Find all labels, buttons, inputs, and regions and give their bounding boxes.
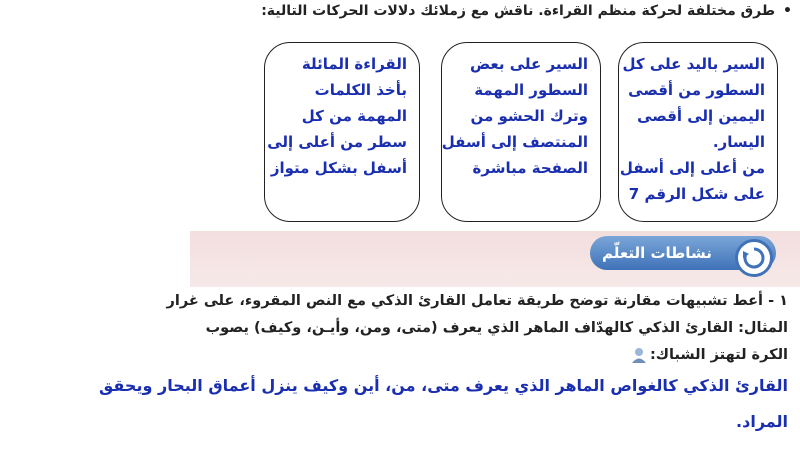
box-line: اليمين إلى أقصى: [637, 107, 765, 125]
box-line: السطور المهمة: [474, 81, 588, 99]
box-line: على شكل الرقم 7: [628, 185, 765, 203]
box-line: السطور من أقصى: [628, 81, 765, 99]
refresh-icon: [735, 239, 773, 277]
activity-line-3: [8, 346, 788, 364]
box-line: وترك الحشو من: [470, 107, 588, 125]
reading-method-box-1: [618, 42, 778, 222]
section-title: نشاطات التعلّم: [602, 244, 712, 262]
activity-line-1: ١ - أعط تشبيهات مقارنة توضح طريقة تعامل القارئ الذكي مع النص المقروء، على غرار: [166, 293, 788, 309]
answer-line-1: القارئ الذكي كالغواص الماهر الذي يعرف متى، من، أين وكيف ينزل أعماق البحار ويحقق: [98, 376, 788, 395]
instruction-text: طرق مختلفة لحركة منظم القراءة. ناقش مع زملائك دلالات الحركات التالية:: [261, 3, 776, 19]
box-line: بأخذ الكلمات: [314, 81, 407, 99]
box-line: الصفحة مباشرة: [472, 159, 588, 177]
reading-method-box-3: [264, 42, 420, 222]
user-icon: [630, 346, 648, 364]
reading-method-box-2: [441, 42, 601, 222]
activity-line-2: المثال: القارئ الذكي كالهدّاف الماهر الذي يعرف (متى، ومن، وأيـن، وكيف) يصوب: [205, 320, 788, 336]
box-line: القراءة المائلة: [301, 55, 407, 73]
box-line: سطر من أعلى إلى: [267, 133, 407, 151]
box-line: السير باليد على كل: [622, 55, 765, 73]
bullet: •: [783, 3, 792, 19]
box-line: من أعلى إلى أسفل: [619, 159, 765, 177]
box-line: أسفل بشكل متواز: [270, 159, 407, 177]
answer-line-2: المراد.: [736, 412, 788, 431]
box-line: المنتصف إلى أسفل: [441, 133, 588, 151]
box-line: المهمة من كل: [301, 107, 407, 125]
box-line: السير على بعض: [469, 55, 588, 73]
activity-text-3: الكرة لتهتز الشباك:: [649, 347, 788, 363]
instruction-line: [8, 3, 792, 25]
box-line: اليسار.: [712, 133, 765, 151]
